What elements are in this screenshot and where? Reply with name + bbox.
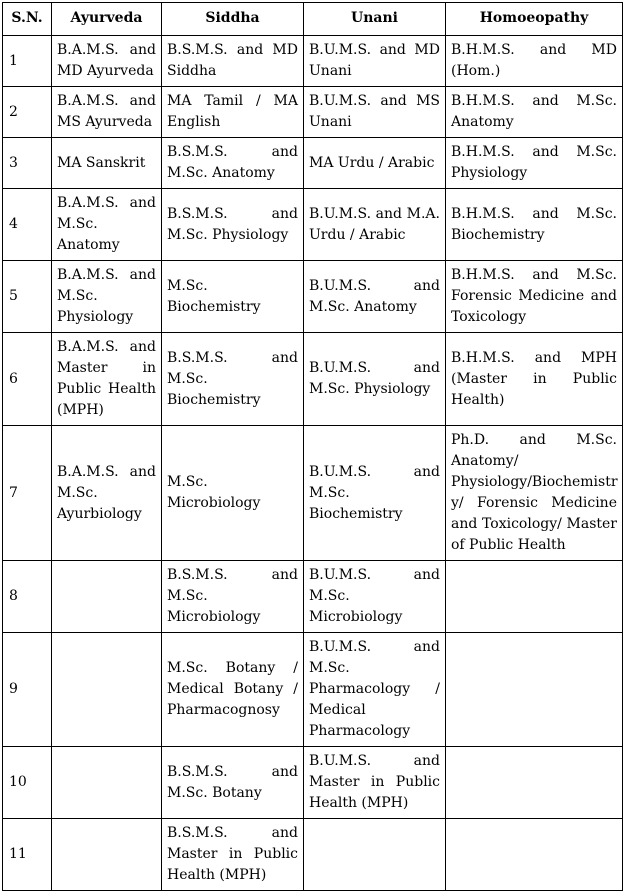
cell-unani: B.U.M.S. and MD Unani — [304, 36, 446, 87]
cell-homoeopathy — [446, 561, 623, 633]
cell-unani: B.U.M.S. and M.Sc. Anatomy — [304, 261, 446, 333]
cell-homoeopathy: B.H.M.S. and M.Sc. Physiology — [446, 138, 623, 189]
cell-sn: 7 — [3, 426, 52, 561]
cell-sn: 3 — [3, 138, 52, 189]
cell-sn: 4 — [3, 189, 52, 261]
cell-homoeopathy: B.H.M.S. and M.Sc. Anatomy — [446, 87, 623, 138]
cell-unani: B.U.M.S. and M.Sc. Microbiology — [304, 561, 446, 633]
cell-unani — [304, 819, 446, 891]
cell-siddha: M.Sc. Botany / Medical Botany / Pharmacognosy — [162, 633, 304, 747]
table-row — [3, 819, 623, 891]
cell-unani: B.U.M.S. and Master in Public Health (MPH) — [304, 747, 446, 819]
table-row — [3, 36, 623, 87]
cell-homoeopathy: B.H.M.S. and MPH (Master in Public Health) — [446, 333, 623, 426]
table-row — [3, 138, 623, 189]
cell-sn: 9 — [3, 633, 52, 747]
cell-sn: 1 — [3, 36, 52, 87]
qualifications-table — [2, 2, 623, 891]
cell-ayurveda: B.A.M.S. and MD Ayurveda — [52, 36, 162, 87]
table-row — [3, 87, 623, 138]
cell-ayurveda — [52, 747, 162, 819]
header-sn: S.N. — [3, 3, 52, 36]
cell-homoeopathy — [446, 747, 623, 819]
table-row — [3, 426, 623, 561]
cell-sn: 5 — [3, 261, 52, 333]
cell-siddha: M.Sc. Microbiology — [162, 426, 304, 561]
table-row — [3, 261, 623, 333]
cell-unani: MA Urdu / Arabic — [304, 138, 446, 189]
cell-ayurveda — [52, 561, 162, 633]
cell-siddha: B.S.M.S. and M.Sc. Microbiology — [162, 561, 304, 633]
cell-homoeopathy: B.H.M.S. and MD (Hom.) — [446, 36, 623, 87]
header-homoeopathy: Homoeopathy — [446, 3, 623, 36]
cell-sn: 10 — [3, 747, 52, 819]
table-row — [3, 189, 623, 261]
cell-homoeopathy: B.H.M.S. and M.Sc. Forensic Medicine and Toxicology — [446, 261, 623, 333]
cell-siddha: B.S.M.S. and M.Sc. Physiology — [162, 189, 304, 261]
table-row — [3, 561, 623, 633]
cell-siddha: B.S.M.S. and Master in Public Health (MPH) — [162, 819, 304, 891]
cell-ayurveda: B.A.M.S. and M.Sc. Anatomy — [52, 189, 162, 261]
cell-homoeopathy: B.H.M.S. and M.Sc. Biochemistry — [446, 189, 623, 261]
cell-siddha: B.S.M.S. and M.Sc. Anatomy — [162, 138, 304, 189]
cell-ayurveda: MA Sanskrit — [52, 138, 162, 189]
cell-unani: B.U.M.S. and M.A. Urdu / Arabic — [304, 189, 446, 261]
cell-siddha: M.Sc. Biochemistry — [162, 261, 304, 333]
header-siddha: Siddha — [162, 3, 304, 36]
cell-unani: B.U.M.S. and MS Unani — [304, 87, 446, 138]
table-row — [3, 633, 623, 747]
cell-siddha: MA Tamil / MA English — [162, 87, 304, 138]
table-row — [3, 333, 623, 426]
cell-ayurveda: B.A.M.S. and Master in Public Health (MPH) — [52, 333, 162, 426]
cell-siddha: B.S.M.S. and M.Sc. Biochemistry — [162, 333, 304, 426]
cell-unani: B.U.M.S. and M.Sc. Biochemistry — [304, 426, 446, 561]
header-unani: Unani — [304, 3, 446, 36]
cell-homoeopathy — [446, 819, 623, 891]
cell-ayurveda: B.A.M.S. and MS Ayurveda — [52, 87, 162, 138]
cell-ayurveda — [52, 819, 162, 891]
cell-ayurveda — [52, 633, 162, 747]
cell-siddha: B.S.M.S. and M.Sc. Botany — [162, 747, 304, 819]
cell-unani: B.U.M.S. and M.Sc. Physiology — [304, 333, 446, 426]
cell-homoeopathy — [446, 633, 623, 747]
cell-unani: B.U.M.S. and M.Sc. Pharmacology / Medical Pharmacology — [304, 633, 446, 747]
cell-siddha: B.S.M.S. and MD Siddha — [162, 36, 304, 87]
header-row — [3, 3, 623, 36]
cell-sn: 11 — [3, 819, 52, 891]
table-row — [3, 747, 623, 819]
cell-sn: 8 — [3, 561, 52, 633]
cell-ayurveda: B.A.M.S. and M.Sc. Ayurbiology — [52, 426, 162, 561]
cell-sn: 6 — [3, 333, 52, 426]
cell-ayurveda: B.A.M.S. and M.Sc. Physiology — [52, 261, 162, 333]
cell-homoeopathy: Ph.D. and M.Sc. Anatomy/ Physiology/Biochemistr y/ Forensic Medicine and Toxicology/ Master of Public Health — [446, 426, 623, 561]
table-body — [3, 36, 623, 891]
cell-sn: 2 — [3, 87, 52, 138]
header-ayurveda: Ayurveda — [52, 3, 162, 36]
